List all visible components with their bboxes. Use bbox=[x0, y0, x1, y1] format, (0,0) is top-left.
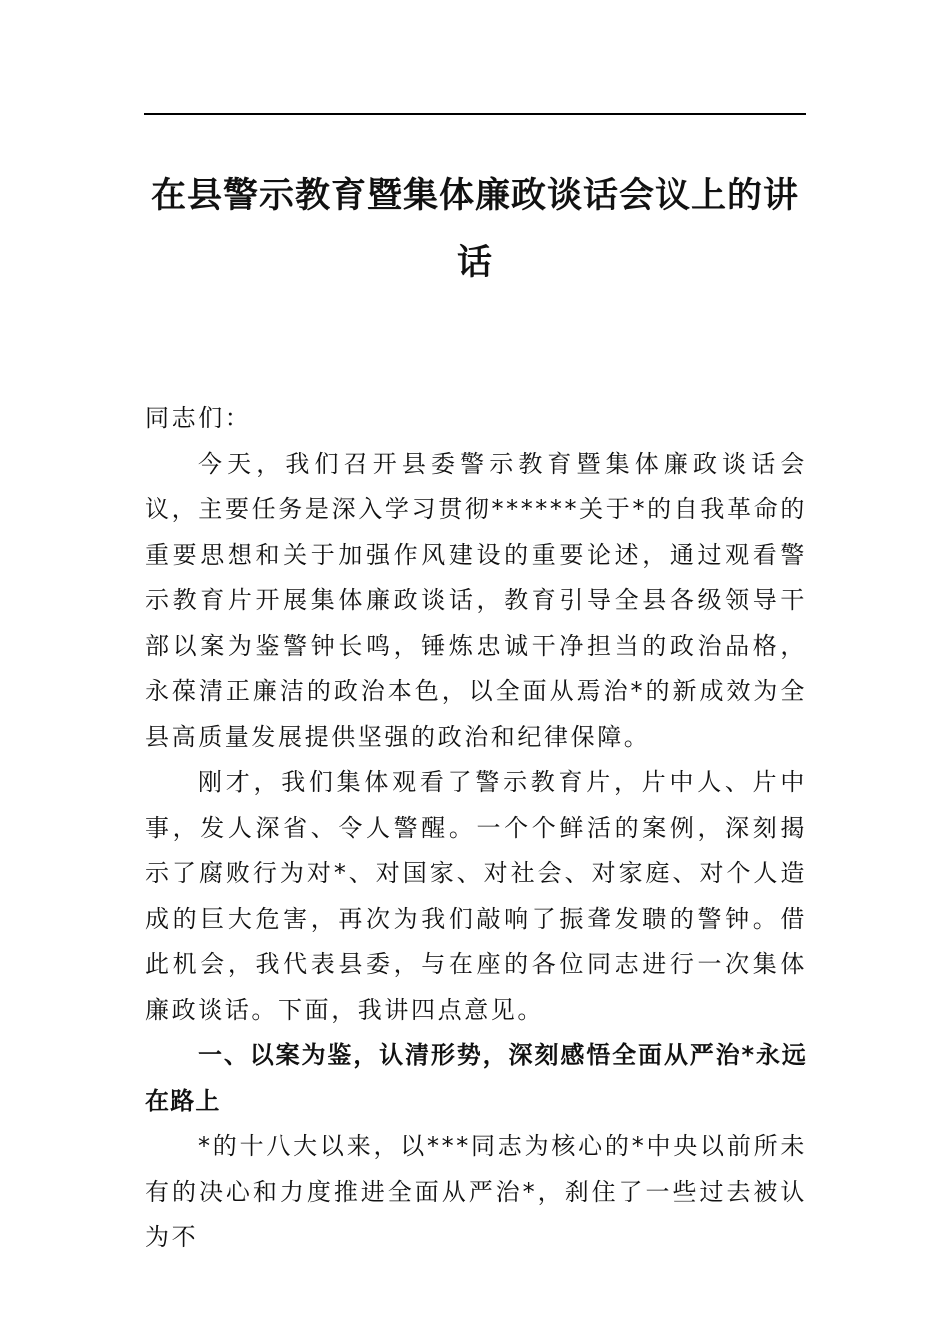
paragraph-intro: 今天，我们召开县委警示教育暨集体廉政谈话会议，主要任务是深入学习贯彻******关于*的自我革命的重要思想和关于加强作风建设的重要论述，通过观看警示教育片开展集体廉政谈话，教育引导全县各级领导干部以案为鉴警钟长鸣，锤炼忠诚干净担当的政治品格，永葆清正廉洁的政治本色，以全面从焉治*的新成效为全县高质量发展提供坚强的政治和纪律保障。 bbox=[145, 449, 807, 751]
section-heading: 一、以案为鉴，认清形势，深刻感悟全面从严治*永远在路上 bbox=[145, 1041, 807, 1115]
salutation: 同志们： bbox=[145, 404, 252, 432]
header-rule bbox=[144, 113, 806, 115]
document-body bbox=[145, 396, 807, 1261]
document-title: 在县警示教育暨集体廉政谈话会议上的讲话 bbox=[150, 175, 799, 283]
section-paragraph: *的十八大以来，以***同志为核心的*中央以前所未有的决心和力度推进全面从严治*，刹住了一些过去被认为不 bbox=[145, 1132, 807, 1251]
paragraph-viewing: 刚才，我们集体观看了警示教育片，片中人、片中事，发人深省、令人警醒。一个个鲜活的案例，深刻揭示了腐败行为对*、对国家、对社会、对家庭、对个人造成的巨大危害，再次为我们敲响了振聋发聩的警钟。借此机会，我代表县委，与在座的各位同志进行一次集体廉政谈话。下面，我讲四点意见。 bbox=[145, 768, 807, 1024]
